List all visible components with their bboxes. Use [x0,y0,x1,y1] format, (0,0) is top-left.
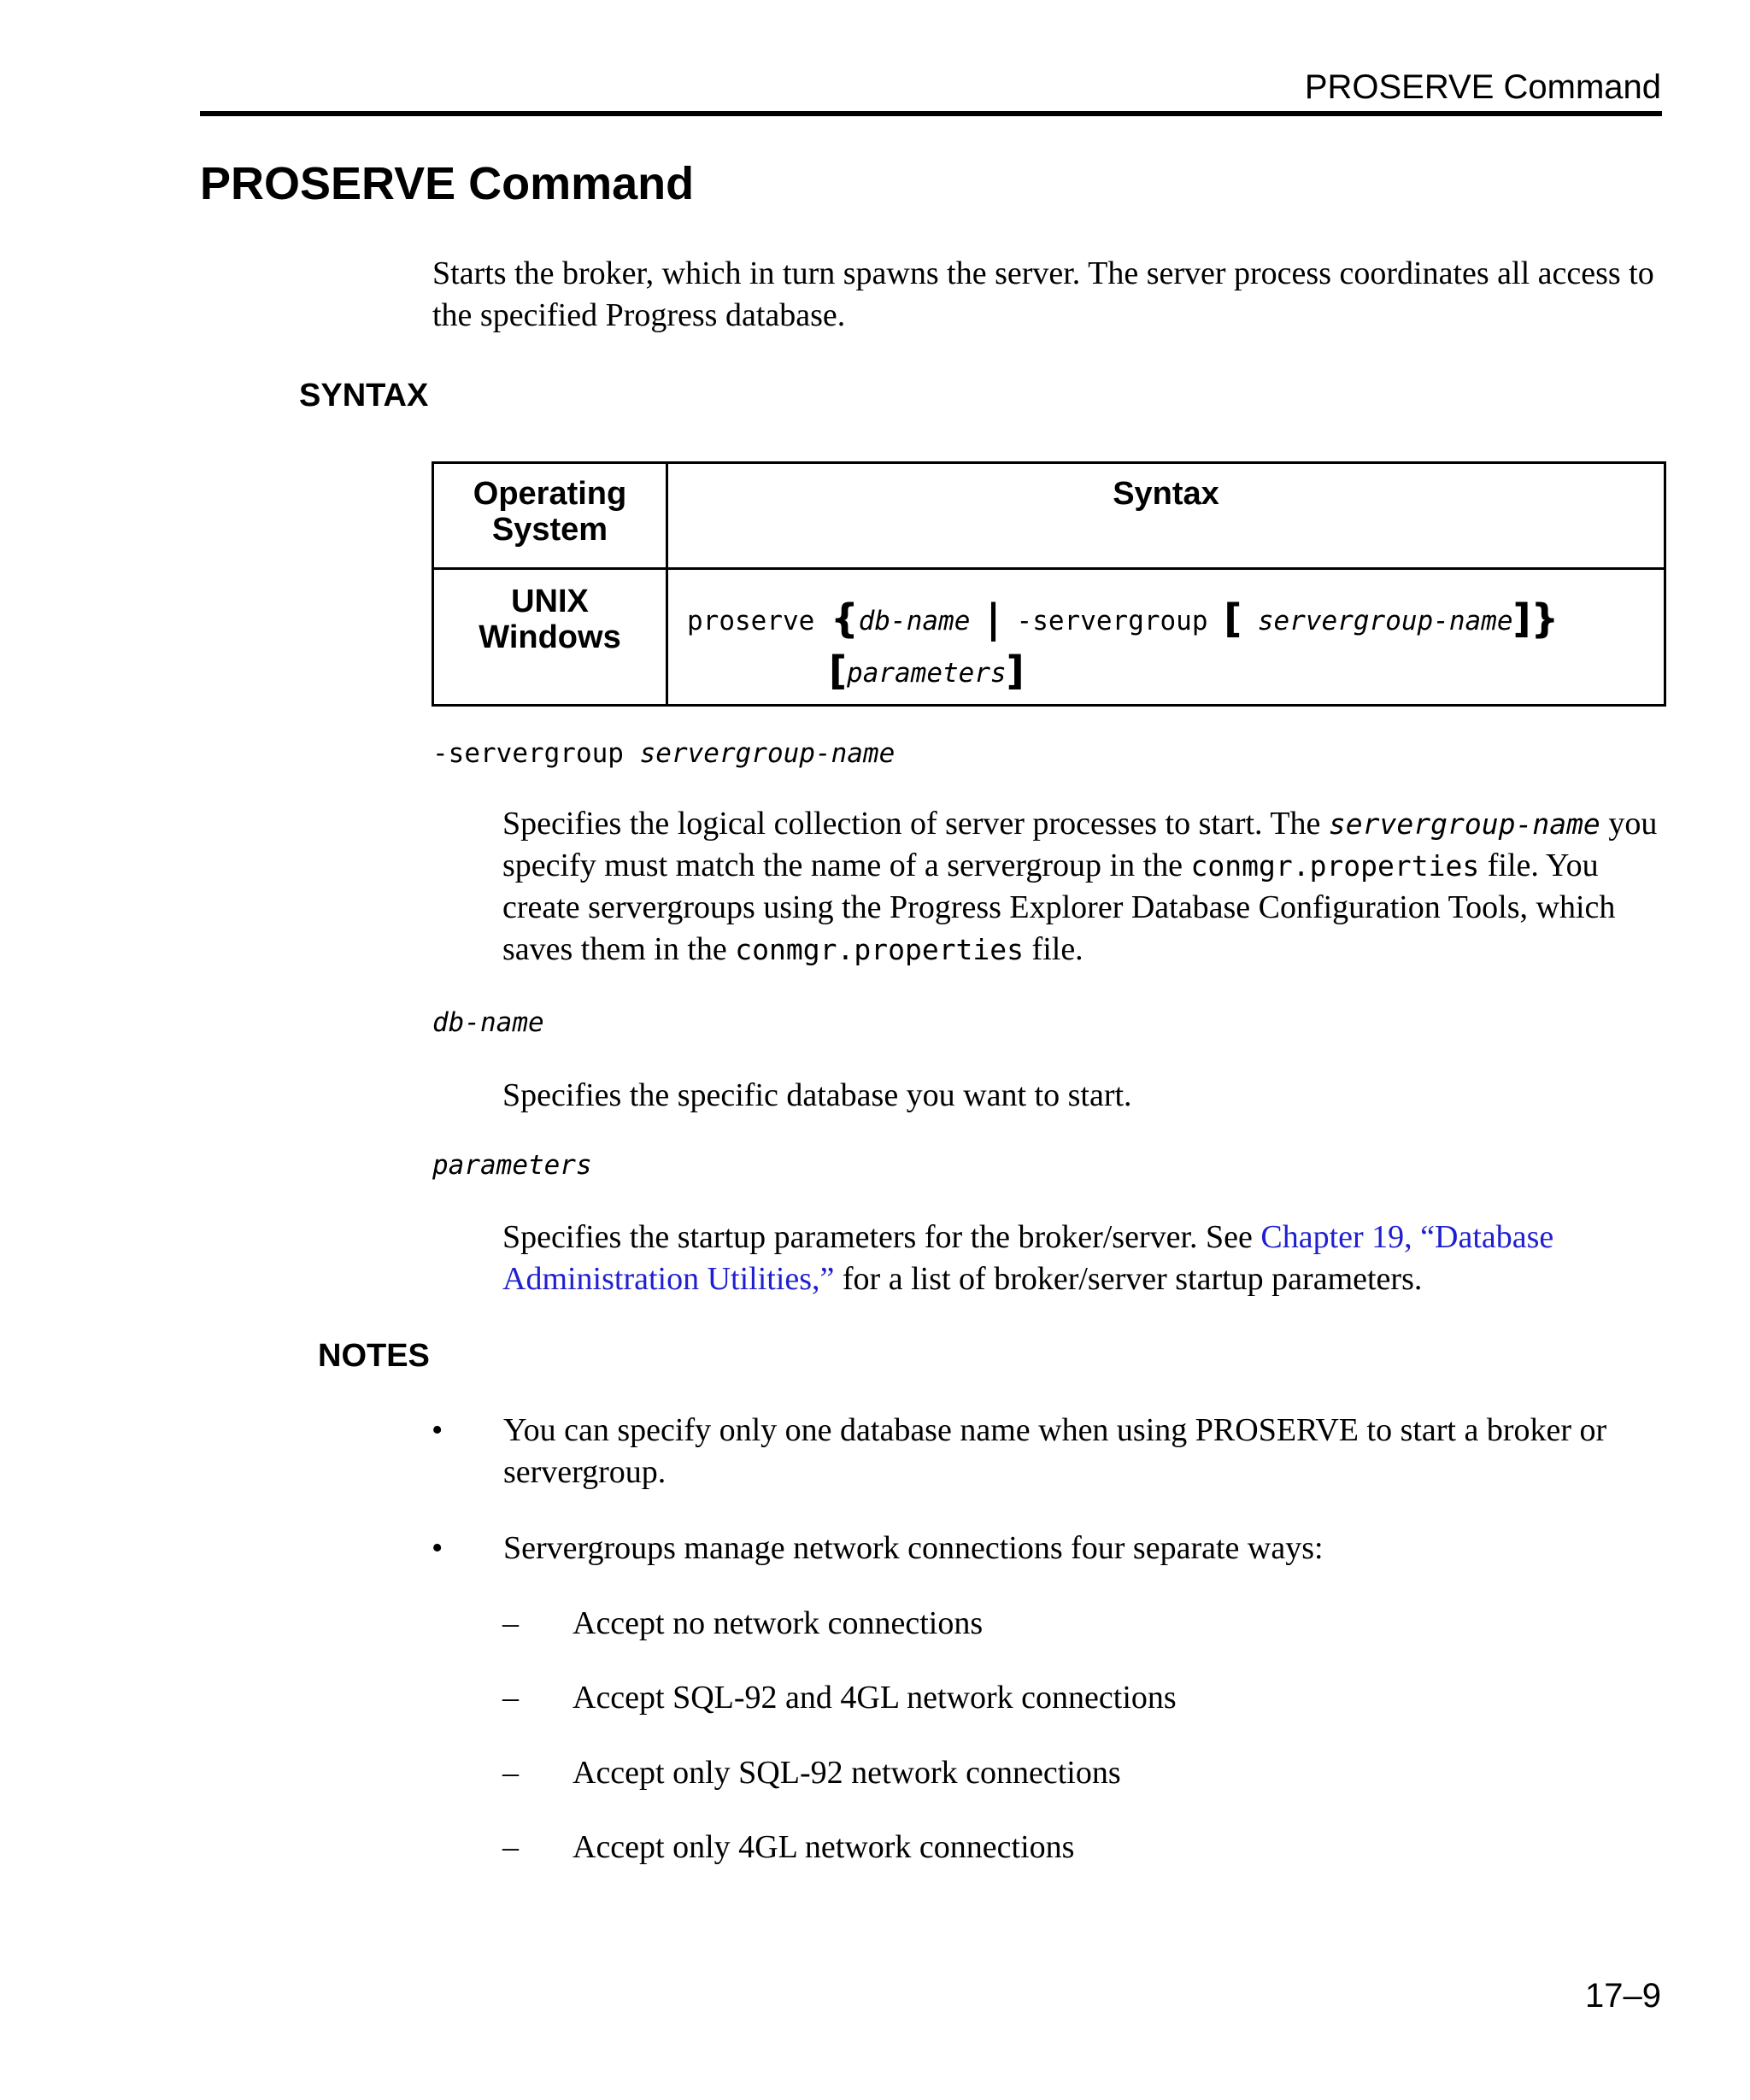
option-desc-parameters [502,1217,1673,1300]
syntax-table-header-row [433,463,1665,569]
syntax-brace-open: { [830,595,859,642]
chapter-19-link[interactable]: Chapter 19, “Database Administration Utilities,” [502,1219,1554,1297]
option-desc-servergroup [502,803,1673,971]
syntax-table [432,461,1666,707]
column-header-operating-system [433,463,667,569]
connection-way-text: Accept only SQL-92 network connections [573,1755,1121,1791]
syntax-cell [667,569,1665,706]
page-title: PROSERVE Command [200,158,695,209]
desc-text: Specifies the logical collection of server processes to start. The [502,806,1329,842]
intro-paragraph: Starts the broker, which in turn spawns the server. The server process coordinates all access to the specified Progress database. [432,255,1654,333]
inline-code-conmgr-properties: conmgr.properties [735,933,1025,966]
dash-marker: – [502,1829,519,1865]
column-header-os-line: System [491,512,608,548]
option-term-servergroup [432,736,895,771]
syntax-bracket-open: [ [829,648,848,694]
syntax-table-row [433,569,1665,706]
syntax-servergroup-flag: -servergroup [1016,606,1208,636]
header-rule [200,111,1662,116]
os-unix: UNIX [511,584,589,619]
servergroup-flag: -servergroup [432,738,624,769]
option-term-parameters: parameters [432,1150,592,1181]
column-header-os-line: Operating [473,476,627,512]
inline-code-servergroup-name: servergroup-name [1328,807,1600,841]
bullet-marker: • [432,1530,443,1566]
desc-text: file. [1024,931,1083,967]
column-header-syntax: Syntax [667,463,1665,569]
running-header: PROSERVE Command [1304,68,1661,106]
syntax-heading: SYNTAX [299,378,429,414]
syntax-pipe: | [986,595,1001,642]
syntax-db-name: db-name [858,606,971,636]
option-term-db-name: db-name [432,1007,544,1038]
notes-heading: NOTES [318,1338,430,1374]
desc-text: Specifies the startup parameters for the broker/server. See [502,1219,1261,1255]
syntax-line-2 [687,646,1664,698]
inline-code-conmgr-properties: conmgr.properties [1190,849,1480,883]
desc-text: for a list of broker/server startup parameters. [834,1261,1423,1297]
syntax-bracket-open: [ [1224,595,1242,642]
syntax-brace-close: } [1530,595,1559,642]
desc-text: you specify must match the name of a servergroup in the [502,806,1658,883]
syntax-bracket-close: ] [1512,595,1531,642]
syntax-bracket-close: ] [1006,648,1025,694]
os-windows: Windows [479,619,621,655]
connection-way-text: Accept only 4GL network connections [573,1829,1075,1865]
os-cell [433,569,667,706]
option-desc-db-name: Specifies the specific database you want to start. [502,1077,1132,1113]
note-text: Servergroups manage network connections four separate ways: [503,1530,1324,1566]
syntax-servergroup-name: servergroup-name [1257,606,1513,636]
syntax-parameters: parameters [847,658,1007,689]
dash-marker: – [502,1605,519,1641]
connection-way-text: Accept SQL-92 and 4GL network connections [573,1680,1177,1716]
note-text: You can specify only one database name when using PROSERVE to start a broker or servergroup. [503,1412,1607,1490]
dash-marker: – [502,1755,519,1791]
syntax-command: proserve [687,606,815,636]
syntax-line-1 [687,594,1664,646]
bullet-marker: • [432,1412,443,1448]
dash-marker: – [502,1680,519,1716]
servergroup-arg: servergroup-name [639,738,896,769]
page-number: 17–9 [1585,1977,1661,2015]
connection-way-text: Accept no network connections [573,1605,984,1641]
desc-text: file. You create servergroups using the Progress Explorer Database Configuration Tools, which saves them in the [502,848,1616,967]
